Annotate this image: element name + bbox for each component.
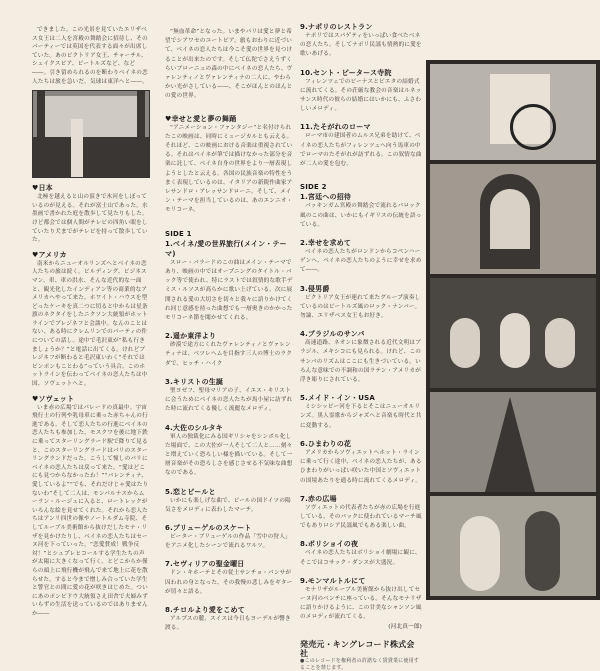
film-stills-strip [426,60,600,600]
track-title: 6.ブリューゲルのスケート [165,523,252,532]
track-body: ドン・キホーテとその従士サンチョ・パンサが囚われの身となった、その我慢の悲しみをギターが切々と語る。 [165,570,293,595]
still-church-door [430,164,596,274]
right-column [300,22,422,671]
publisher-notice: ●このレコードを権利者の許諾なく賃貸業に使用することを禁じます。 [300,658,419,671]
track-title: 2.遥か東洋より [165,332,217,341]
track-title: 3.侵男爵 [300,284,330,293]
side-1-label: SIDE 1 [165,229,192,238]
track-title: 8.チロルより愛をこめて [165,605,245,614]
left-intro: できました。この光景を見ていたエリザベス女王は二人を宮殿の舞踏会に招待し、そのパーティーでは英国を代表する面々が出席していた。あのビクトリア女王、チャーチル、シェイクスピア、ビートルズなど、など――。引き留められるのを断わりベイネの恋人たちは旅を急いだ。気球は東洋へと――。 [32,27,148,85]
track-title: 11.たそがれのローマ [300,123,371,132]
track-body: 聖ヨゼフ、聖母マリアの子、イエス・キリストに会うためにベイネの恋人たちが馬小屋に訪ずれた時に流れてくる優しく流麗なメロディ。 [165,387,293,413]
section-title: ♥幸せと愛と夢の舞踊 [165,114,237,123]
track-body: アメリカからソヴィエットへホット・ラインに乗って行く途中、ベイネの恋人たちが、あるひまわりがいっぱい咲いた中国とソヴィエットの国境あたりを通る時に流れてくるメロディ。 [300,449,422,484]
track-title: 1.ベイネ/愛の世界旅行(メイン・テーマ) [165,239,287,258]
track-title: 7.セヴィリアの聖金曜日 [165,560,245,569]
section-title: ♥ソヴェット [32,394,75,403]
track-title: 4.大佐のシルタキ [165,423,223,432]
track-title: 10.セント・ピータース寺院 [300,68,392,77]
track-body: ベイネの恋人たちがロンドンからコペンハーゲンへ、ベイネの恋人たちのように幸せを求めて――。 [300,249,422,274]
track-title: 5.メイド・イン・USA [300,394,375,403]
side-2-label: SIDE 2 [300,183,327,192]
track-body: いかにも楽しげな曲で、ビールの国ドイツの陽気さをメロディに表わしたマーチ。 [165,497,291,513]
still-dancing-couple [430,496,596,596]
track-body: バッキンガム宮殿の舞踏会で流れるバロック風のこの曲は、いかにもイギリスの伝統を語っている。 [300,203,422,228]
track-body: 軍人の独裁化にみる国ギリシャをシンボル化した場面で、この大佐が一人そして二人と……刻々と増えていく恐ろしい様を描いている。そして一層音楽がその恐ろしさを感じさせる不気味な曲想なのである。 [165,433,293,477]
track-title: 5.恋とビールと [165,487,216,496]
track-title: 3.キリストの生誕 [165,377,224,386]
middle-intro: “無血革命”となった。いまやパリは愛と夢と希望でシアワセのユートピア。旅もおわりに近づいて、ベイネの恋人たちは今こそ愛の世界を見つけることが出来たのです。そして仏陀でさえうずくらいブローニュの森の中にベイネの恋人たち、ヴァレンティノとヴァレンティナの二人に、やわらかい光がさしている――、そこがほんとのほんとの愛の世界。 [165,29,293,100]
still-bicycle-street [430,64,596,160]
track-body: フィレンツェでのビーナスとピエタの結婚式に流れてくる。その荘厳な教会の音楽はルネッサンス時代の彼らの結婚にはいかにも、ふさわしいメロディ。 [300,78,422,113]
section-title: ♥アメリカ [32,250,67,259]
track-body: ナポリではスパゲティをいっぱい食べたベネの恋人たち。そしてナポリ民謡も情熱的に愛を歌いあげる。 [300,33,422,58]
track-body: 砂漠で途方にくれたヴァレンティノとヴァレンティナは、ベツレヘムを目指す三人の博士のラクダで、ヒッチ・ハイク [165,342,293,367]
track-title: 2.幸せを求めて [300,239,352,248]
middle-column [165,28,295,633]
track-body: ミシシッピー河を下るとそこはニューオルリンズ。黒人霊歌からジャズへと音楽も時代と共に変動する。 [300,404,422,429]
section-body: いま赤の広場ではパレードの真最中。宇宙飛行士の行列や乳母車に乗った赤ちゃんの行進である。そして恋人たちの行進にベイネの恋人たちも参加した。モスクワを後に地下鉄に乗ってスターリングラード駅で降りて見ると、このスターリングラードはパリのスターリングランドだった。こうして憧しのパリにベイネの恋人たちは戻って来た。“愛はどこにも見つからなかったわ！”“バレンティナ、愛しているよ”“でも、それだけじゃ愛はたりないわ”そして二人は、モンパルナスからムーラン・ルージュに入ると、ロートレックがいろんな絵を見せてくれた。それから恋人たちはアンリ四世の像やノートルダム寺院、そしてルーブル美術館から抜けだしたモナ・リザを見かけたりし、ベイネの恋人たちはセーヌ河を下っていった。“恋愛賛成！戦争反対！”とシュプレヒコールする学生たちの声が太陽に大きくなって行く。とどこからか僅らの頭上に飛行機が飛んで来て地上に花を散らせた。すると今まで憎しみ合っていた学生と警官との間に愛の花が咲きはじめた。ついにあのポンピドウ大統領さえ田舎で夫婦みずいらずの生活を送っているのではありませんか―― [32,404,149,617]
track-body: ベイネの恋人たちはボリショイ劇場に観に、そこではコサック・ダンスが大盛況。 [300,550,421,566]
still-tower [430,392,596,492]
track-title: 4.ブラジルのサンバ [300,330,365,339]
section-body: 北極を越えると山の頂きで氷河をしぼっているのが見える。それが富士山であった。水墨画で書かれた庭を散歩して見たりもした。けど都会では個人間がテレビの四角い眼をしていたり犬までがテレビを持って散歩していた。 [32,194,148,244]
author-signature: (河北真一郎) [388,623,422,630]
track-body: ビクトリア女王が連れて来たグループ演奏しているのはビートルズ風のロック・ナンバー。勿論、エリザベス女王もお好き。 [300,294,421,320]
publisher: 発売元・キングレコード株式会社 [300,639,415,658]
still-crowd [430,278,596,388]
illustration-balcony [32,90,150,178]
section-title: ♥日本 [32,184,53,193]
track-title: 6.ひまわりの花 [300,439,352,448]
section-body: “アニメーション・ファンタジー”と名付けられたこの映画は、同時にミュージカルとも云える。それほど、この映画における音楽は重視されている。それはベイネが筆では描けなかった部分を音楽に託して、ベイネ自身の世界をより一層表現しようとしたと云える。各国の民族音楽の特性をうまく表現しているのは、イタリアの新鋭作曲家アレサンドロ・アレッサンドローニ。そして、メイン・テーマを担当しているのは、あのエンニオ・モリコーネ。 [165,124,293,214]
track-body: ソヴィエットの代表者たちが赤の広場を行進している。そのバックに使われているマーチ風でもありロシア民謡風でもある楽しい曲。 [300,504,422,530]
track-title: 9.モンマルトルにて [300,576,366,585]
track-title: 9.ナポリのレストラン [300,23,373,31]
track-body: スロー・バラードのこの曲はメイン・テーマであり、映画の中ではオープニングのタイトル・バック等で使われ、特にラストでは叙情的な歌手デミス・ルソスが高らかに歌い上げている。次に展開される愛の大切さを切々と我々に語りかけてくれ同じ意感を持った曲想でも一層奥きのかかったモリコーネ節を聞かせてくれる。 [165,259,293,322]
track-title: 7.赤の広場 [300,494,337,503]
track-body: アルプスの麓、スイスは今日もヨーデルが響き渡る。 [165,615,291,632]
section-body: 南米からニューオルリンズへとベイネの恋人たちの旅は続く。ビルディング、ビジネスマン、車、車の洪水、そんな近代的な一面と、観光化したインディアン等の商業的なアメリカへやって来た。ホワイト・ハウスを型どったケーキを真二つに切ると中からは星条旗のネクタイをしたニクソン大統領がホットラインでブレジネフと会談中。なんのことはない、ある時にクレムリンでのパーティの件についての話し。途中で毛沢東が“私も行きましょうか？”と電話に出てくる。けれどブレジネフが断わると毛沢東いわく“それではピンポンもことわる”っていう具合。このホットラインを伝わってベイネの恋人たちは中国、ソヴェットへと。 [32,260,148,388]
track-body: 高速道路、ネオンに象徴される近代文明はブラジル、メキシコにも見られる。けれど、このサンバのリズムはここにも生きづいている。いろんな意味での不調和の国ラテン・アメリカが浮き彫りにされている。 [300,340,422,384]
left-column [32,26,149,618]
track-title: 8.ボリショイの夜 [300,540,359,549]
track-body: ローマ市の建国者のムルス兄弟を助けて、ベイネの恋人たちがフィレンツェへ向う馬車の中でローマのたそがれが訪ずれる。この叙情な曲が二人の愛を包む。 [300,133,422,168]
track-body: モナリザがルーブル美術館から抜け出してセーヌ河のベンチに座っている。そんなモナリザに語りかけるように、この甘美なシャンソン風のメロディが流れてくる。 [300,586,422,621]
track-title: 1.宮廷への招待 [300,193,352,202]
track-body: ピーター・ブリューゲルの作品「雪中の狩人」をアニメ化したシーンで流れるワルツ。 [165,533,291,550]
